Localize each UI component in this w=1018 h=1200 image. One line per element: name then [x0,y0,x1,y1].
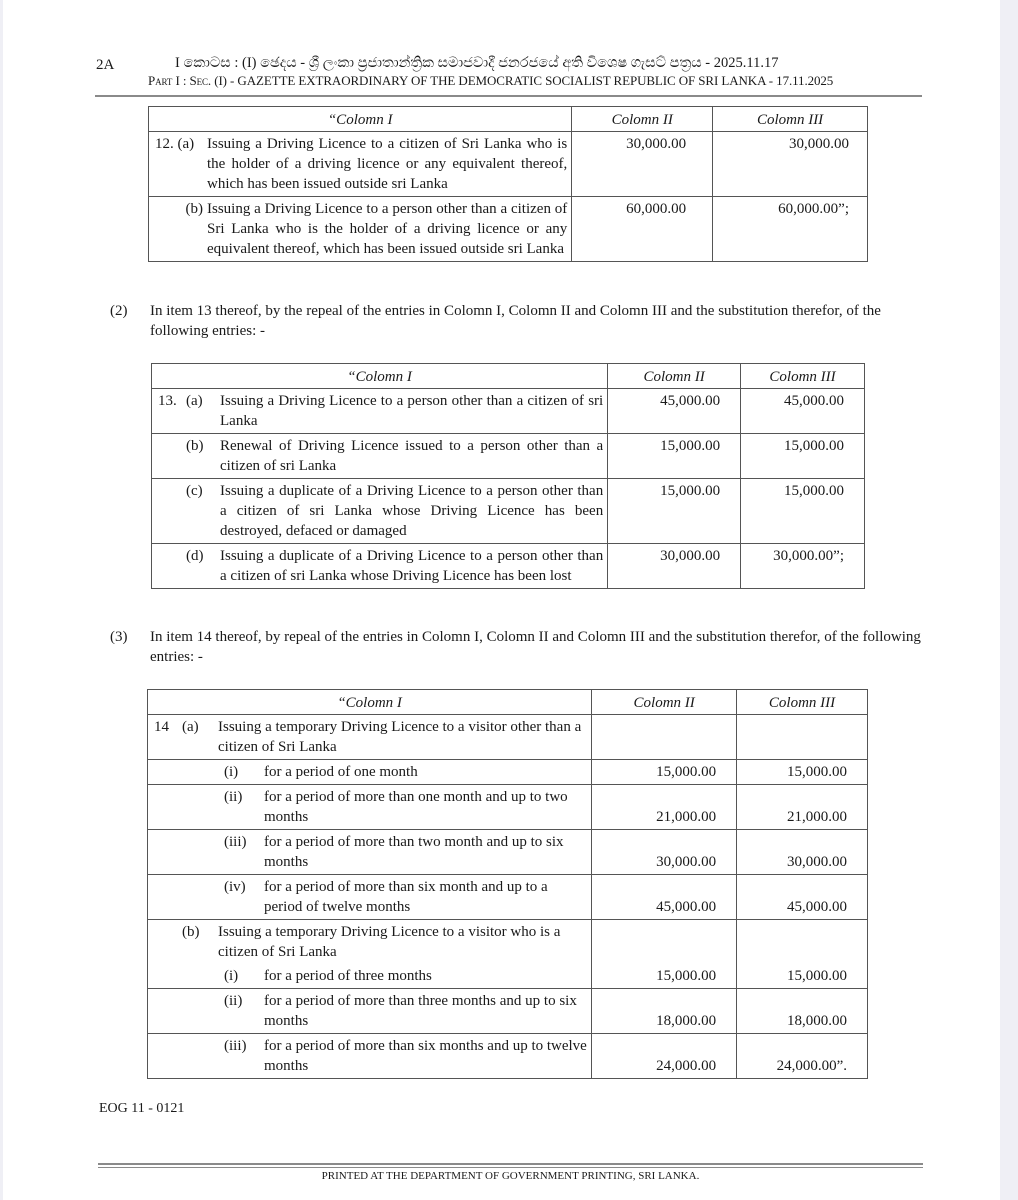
item-label: (b) [186,438,204,454]
column-1-header: “Colomn I [148,690,592,715]
item-description: Issuing a temporary Driving Licence to a visitor who is a citizen of Sri Lanka [218,924,561,960]
paragraph-2 [110,301,925,341]
column-3-header: Colomn III [713,107,868,132]
item-label: (ii) [224,993,243,1009]
column-2-header: Colomn II [592,690,737,715]
item-description: Issuing a temporary Driving Licence to a visitor other than a citizen of Sri Lanka [218,719,582,755]
item-label: (b) [182,924,200,940]
column-2-value: 60,000.00 [572,197,713,262]
header-rule [95,95,922,97]
item-number [158,481,186,541]
part-label: Part I : Sec. (I) [148,73,227,88]
item-label: (i) [224,968,239,984]
item-label: (iii) [224,1038,247,1054]
item-description: for a period of more than one month and up to two months [264,789,568,825]
item-description: Issuing a Driving Licence to a person other than a citizen of sri Lanka [220,393,604,429]
item-label: (iii) [224,834,247,850]
item-description: for a period of more than six months and up to twelve months [264,1038,587,1074]
column-3-value: 30,000.00 [737,830,868,875]
item-description: for a period of three months [264,968,432,984]
item-label: (d) [186,548,204,564]
column-1-header: “Colomn I [152,364,608,389]
paragraph-number: (2) [110,303,128,319]
table-row [152,544,865,589]
paragraph-number: (3) [110,629,128,645]
column-3-value: 30,000.00 [713,132,868,197]
table-header-row [152,364,865,389]
column-3-value: 21,000.00 [737,785,868,830]
item-description: Issuing a Driving Licence to a person other than a citizen of Sri Lanka who is the holder of a driving licence or any equivalent thereof, which has been issued outside sri Lanka [207,201,568,257]
column-3-value: 18,000.00 [737,989,868,1034]
table-row [152,434,865,479]
column-2-value: 18,000.00 [592,989,737,1034]
sinhala-header: I කොටස : (I) ඡෙදය - ශ්‍රී ලංකා ප්‍රජාතාන්ත්‍රික සමාජවාදී ජනරජයේ අති විශෙෂ ගැසට් පත්‍රය - 2025.11.17 [175,55,779,71]
table-row-section-a [148,715,868,760]
column-2-header: Colomn II [608,364,741,389]
footer-rule [98,1163,923,1165]
column-2-value: 15,000.00 [608,434,741,479]
column-3-value: 15,000.00 [737,760,868,785]
table-item-13 [151,363,865,589]
column-2-value: 15,000.00 [608,479,741,544]
column-3-value: 15,000.00 [741,479,865,544]
table-row [149,197,868,262]
gazette-title: - GAZETTE EXTRAORDINARY OF THE DEMOCRATIC SOCIALIST REPUBLIC OF SRI LANKA - 17.11.2025 [226,73,834,88]
column-3-value: 45,000.00 [737,875,868,920]
column-3-value: 15,000.00 [741,434,865,479]
column-1-header: “Colomn I [149,107,572,132]
column-2-value: 45,000.00 [608,389,741,434]
column-3-value: 15,000.00 [737,920,868,989]
table-row [152,389,865,434]
document-code: EOG 11 - 0121 [99,1101,185,1116]
column-3-header: Colomn III [741,364,865,389]
item-label: (a) [182,719,199,735]
page-number: 2A [96,57,115,73]
paragraph-text: In item 14 thereof, by repeal of the entries in Colomn I, Colomn II and Colomn III and the substitution therefor, of the following entries: - [150,629,921,665]
item-description: Issuing a Driving Licence to a citizen of Sri Lanka who is the holder of a driving licence or any equivalent thereof, which has been issued outside sri Lanka [207,136,568,192]
table-header-row [148,690,868,715]
paragraph-text: In item 13 thereof, by the repeal of the entries in Colomn I, Colomn II and Colomn III and the substitution therefor, of the following entries: - [150,303,881,339]
column-2-value: 21,000.00 [592,785,737,830]
table-row [148,1034,868,1079]
item-number [158,546,186,586]
table-row [148,875,868,920]
item-label: 12. (a) [155,136,195,152]
item-description: for a period of more than six month and up to a period of twelve months [264,879,548,915]
document-page [3,0,1000,1200]
paragraph-3 [110,627,925,667]
item-number: 13. [158,393,177,409]
table-row-section-b [148,920,868,989]
item-label: (b) [185,201,203,217]
column-2-value: 24,000.00 [592,1034,737,1079]
table-row [148,785,868,830]
item-description: for a period of one month [264,764,418,780]
column-3-value: 60,000.00”; [713,197,868,262]
printer-imprint: PRINTED AT THE DEPARTMENT OF GOVERNMENT PRINTING, SRI LANKA. [321,1170,700,1182]
item-description: Renewal of Driving Licence issued to a person other than a citizen of sri Lanka [220,438,604,474]
column-2-value: 30,000.00 [608,544,741,589]
table-row [148,760,868,785]
item-description: Issuing a duplicate of a Driving Licence to a person other than a citizen of sri Lanka whose Driving Licence has been lost [220,548,604,584]
item-label: (c) [186,483,203,499]
column-2-value: 15,000.00 [592,760,737,785]
column-3-value: 45,000.00 [741,389,865,434]
table-row [148,830,868,875]
item-label: (ii) [224,789,243,805]
column-3-value: 30,000.00”; [741,544,865,589]
english-header [148,73,888,89]
column-2-header: Colomn II [572,107,713,132]
item-number [158,436,186,476]
column-2-value: 30,000.00 [572,132,713,197]
table-header-row [149,107,868,132]
table-row [152,479,865,544]
item-label: (a) [186,393,203,409]
column-2-value: 45,000.00 [592,875,737,920]
table-row [149,132,868,197]
table-item-12 [148,106,868,262]
table-item-14 [147,689,868,1079]
item-description: for a period of more than three months and up to six months [264,993,577,1029]
footer-rule-thin [98,1167,923,1168]
table-row [148,989,868,1034]
column-3-header: Colomn III [737,690,868,715]
item-label: (iv) [224,879,246,895]
item-description: Issuing a duplicate of a Driving Licence to a person other than a citizen of sri Lanka whose Driving Licence has been destroyed, defaced or damaged [220,483,604,539]
column-2-value: 30,000.00 [592,830,737,875]
item-number: 14 [154,719,169,735]
item-description: for a period of more than two month and up to six months [264,834,564,870]
column-2-value: 15,000.00 [592,920,737,989]
column-3-value: 24,000.00”. [737,1034,868,1079]
item-label: (i) [224,764,239,780]
